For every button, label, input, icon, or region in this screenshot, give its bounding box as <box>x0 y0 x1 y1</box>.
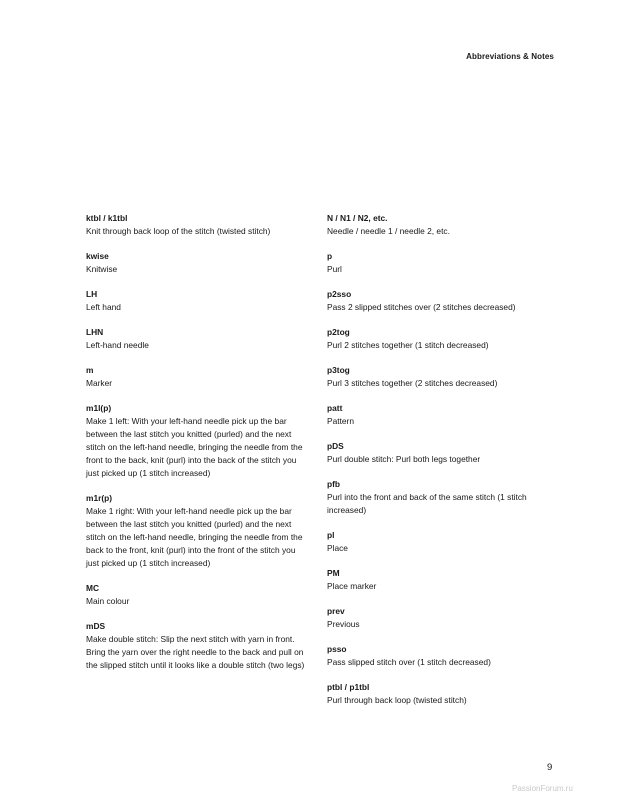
glossary-term: N / N1 / N2, etc. <box>327 213 388 223</box>
glossary-definition: Left-hand needle <box>86 340 149 350</box>
glossary-definition: Purl 2 stitches together (1 stitch decreased) <box>327 340 489 350</box>
glossary-term: ktbl / k1tbl <box>86 213 128 223</box>
glossary-entry <box>327 250 559 276</box>
glossary-term: m1r(p) <box>86 493 113 503</box>
glossary-term: MC <box>86 583 100 593</box>
watermark: PassionForum.ru <box>512 784 573 793</box>
glossary-definition: Pass slipped stitch over (1 stitch decreased) <box>327 657 491 667</box>
glossary-entry <box>86 620 308 672</box>
glossary-definition: Make 1 right: With your left-hand needle pick up the bar between the last stitch you knitted (purled) and the next stitch on the left-hand needle, bringing the needle from the back to the front, knit (purl) into the front of the stitch you just picked up (1 stitch increased) <box>86 506 303 568</box>
glossary-entry <box>86 288 308 314</box>
glossary-term: mDS <box>86 621 106 631</box>
glossary-term: LH <box>86 289 98 299</box>
glossary-definition: Previous <box>327 619 360 629</box>
glossary-entry <box>86 250 308 276</box>
glossary-definition: Purl 3 stitches together (2 stitches decreased) <box>327 378 498 388</box>
glossary-entry <box>327 681 559 707</box>
glossary-definition: Place marker <box>327 581 377 591</box>
glossary-definition: Purl into the front and back of the same stitch (1 stitch increased) <box>327 492 527 515</box>
glossary-term: pDS <box>327 441 344 451</box>
glossary-term: m1l(p) <box>86 403 112 413</box>
glossary-definition: Pass 2 slipped stitches over (2 stitches decreased) <box>327 302 516 312</box>
glossary-definition: Marker <box>86 378 113 388</box>
glossary-entry <box>327 364 559 390</box>
glossary-definition: Main colour <box>86 596 130 606</box>
glossary-definition: Make 1 left: With your left-hand needle pick up the bar between the last stitch you knitted (purled) and the next stitch on the left-hand needle, bringing the needle from the front to the back, knit (purl) into the back of the stitch you just picked up (1 stitch increased) <box>86 416 303 478</box>
glossary-definition: Purl <box>327 264 342 274</box>
glossary-definition: Purl through back loop (twisted stitch) <box>327 695 467 705</box>
glossary-entry <box>327 440 559 466</box>
glossary-entry <box>327 288 559 314</box>
glossary-term: pfb <box>327 479 341 489</box>
glossary-term: ptbl / p1tbl <box>327 682 370 692</box>
glossary-entry <box>86 326 308 352</box>
glossary-entry <box>327 529 559 555</box>
glossary-term: prev <box>327 606 345 616</box>
glossary-term: LHN <box>86 327 104 337</box>
glossary-entry <box>327 478 559 517</box>
glossary-definition: Place <box>327 543 348 553</box>
glossary-entry <box>327 326 559 352</box>
glossary-entry <box>86 402 308 480</box>
left-glossary-column <box>86 212 308 684</box>
page-header-title: Abbreviations & Notes <box>466 52 554 61</box>
glossary-entry <box>86 364 308 390</box>
glossary-term: p3tog <box>327 365 350 375</box>
glossary-definition: Knit through back loop of the stitch (twisted stitch) <box>86 226 271 236</box>
glossary-definition: Make double stitch: Slip the next stitch with yarn in front. Bring the yarn over the right needle to the back and pull on the slipped stitch until it looks like a double stitch (two legs) <box>86 634 305 670</box>
glossary-term: m <box>86 365 94 375</box>
glossary-term: kwise <box>86 251 109 261</box>
right-glossary-column <box>327 212 559 719</box>
page-number: 9 <box>547 762 553 773</box>
glossary-entry <box>86 492 308 570</box>
glossary-entry <box>86 582 308 608</box>
glossary-entry <box>327 212 559 238</box>
glossary-definition: Knitwise <box>86 264 118 274</box>
glossary-term: PM <box>327 568 340 578</box>
glossary-definition: Purl double stitch: Purl both legs together <box>327 454 481 464</box>
glossary-entry <box>86 212 308 238</box>
glossary-definition: Needle / needle 1 / needle 2, etc. <box>327 226 450 236</box>
glossary-entry <box>327 605 559 631</box>
glossary-term: pl <box>327 530 335 540</box>
glossary-entry <box>327 402 559 428</box>
glossary-term: patt <box>327 403 343 413</box>
glossary-term: p2tog <box>327 327 350 337</box>
glossary-entry <box>327 567 559 593</box>
glossary-term: p2sso <box>327 289 352 299</box>
glossary-entry <box>327 643 559 669</box>
glossary-term: psso <box>327 644 347 654</box>
glossary-term: p <box>327 251 333 261</box>
glossary-definition: Left hand <box>86 302 121 312</box>
glossary-definition: Pattern <box>327 416 355 426</box>
